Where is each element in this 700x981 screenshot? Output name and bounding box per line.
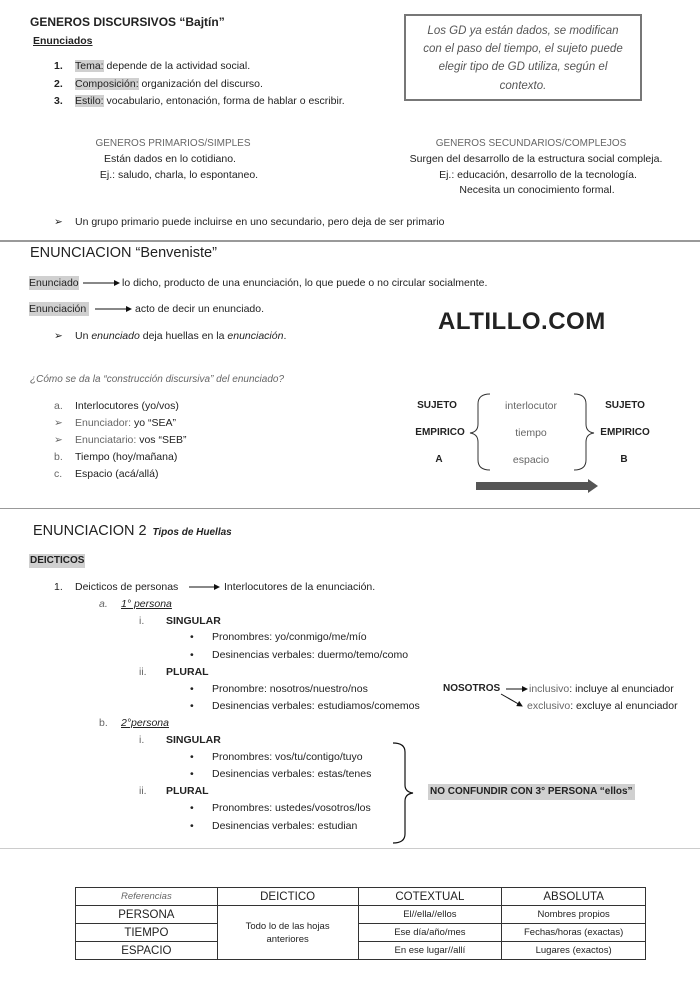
term-definition: depende de la actividad social.	[103, 60, 251, 72]
persona-brace	[393, 743, 413, 843]
term-tema: Tema:	[75, 60, 104, 72]
list-marker: ii.	[139, 666, 147, 678]
deicticos-personas: Deicticos de personas	[75, 581, 179, 593]
list-item: Pronombre: nosotros/nuestro/nos	[212, 683, 368, 695]
arrow-bullet-icon: ➢	[54, 216, 63, 228]
bullet-text: Un grupo primario puede incluirse en uno secundario, pero deja de ser primario	[75, 216, 445, 228]
primarios-heading: GENEROS PRIMARIOS/SIMPLES	[95, 138, 251, 149]
value: yo “SEA”	[133, 417, 176, 429]
term-enunciacion: Enunciación	[29, 302, 89, 316]
term-definition: organización del discurso.	[138, 78, 263, 90]
definition: : incluye al enunciador	[569, 683, 674, 695]
list-item: Desinencias verbales: duermo/temo/como	[212, 649, 409, 661]
enunciado-definition: lo dicho, producto de una enunciación, lo que puede o no circular socialmente.	[122, 277, 488, 289]
list-item: Desinencias verbales: estudiamos/comemos	[212, 700, 420, 712]
altillo-watermark: ALTILLO.COM	[438, 308, 606, 335]
section3-title: ENUNCIACION 2	[33, 523, 147, 539]
section-divider	[0, 848, 700, 849]
term: inclusivo	[529, 683, 570, 695]
warning-highlight: NO CONFUNDIR CON 3° PERSONA “ellos”	[428, 784, 635, 800]
singular-heading: SINGULAR	[166, 615, 221, 627]
cotextual-cell: En ese lugar//allí	[358, 942, 502, 960]
exclusivo-arrow	[501, 694, 522, 706]
arrow-bullet-icon: ➢	[54, 434, 63, 446]
term-definition: vocabulario, entonación, forma de hablar o escribir.	[103, 95, 345, 107]
nosotros-label: NOSOTROS	[443, 683, 501, 694]
direction-arrow-bar	[476, 482, 588, 490]
list-item: Desinencias verbales: estudian	[212, 820, 358, 832]
plural-heading: PLURAL	[166, 785, 209, 797]
note-line: elegir tipo de GD utiliza, según el	[438, 61, 608, 73]
bullet-text	[75, 329, 286, 343]
section1-title: GENEROS DISCURSIVOS “Bajtín”	[30, 15, 225, 29]
inclusivo-text	[529, 682, 674, 696]
primarios-line: Están dados en lo cotidiano.	[104, 153, 236, 165]
subject-b-label: SUJETO	[605, 400, 645, 411]
list-number: 2.	[54, 78, 63, 90]
list-item: Pronombres: yo/conmigo/me/mío	[212, 631, 367, 643]
bullet-icon: •	[190, 768, 194, 780]
cotextual-cell: Ese día/año/mes	[358, 924, 502, 942]
subject-b-label: EMPIRICO	[600, 427, 650, 438]
left-brace	[470, 394, 490, 470]
plural-heading: PLURAL	[166, 666, 209, 678]
term-composicion: Composición:	[75, 78, 139, 90]
right-brace	[574, 394, 594, 470]
ref-cell: ESPACIO	[76, 942, 218, 960]
primarios-line: Ej.: saludo, charla, lo espontaneo.	[99, 169, 259, 181]
diagram-middle: tiempo	[515, 427, 547, 439]
first-person-heading: 1° persona	[121, 598, 172, 610]
list-marker: i.	[139, 734, 145, 746]
arrow-bullet-icon: ➢	[54, 330, 63, 342]
bullet-icon: •	[190, 751, 194, 763]
secundarios-heading: GENEROS SECUNDARIOS/COMPLEJOS	[435, 138, 627, 149]
label: Enunciador:	[75, 417, 134, 429]
list-item: Desinencias verbales: estas/tenes	[212, 768, 372, 780]
list-item	[75, 416, 176, 430]
list-marker: a.	[54, 400, 63, 412]
deicticos-heading: DEICTICOS	[30, 555, 85, 566]
list-item	[75, 433, 186, 447]
list-item	[75, 59, 250, 73]
bullet-icon: •	[190, 700, 194, 712]
emphasis: enunciado	[91, 330, 140, 342]
table-row	[76, 906, 646, 924]
note-line: Los GD ya están dados, se modifican	[427, 25, 619, 37]
section2-title: ENUNCIACION “Benveniste”	[30, 245, 217, 261]
table-row	[76, 942, 646, 960]
list-marker: b.	[54, 451, 63, 463]
cotextual-cell: El//ella//ellos	[358, 906, 502, 924]
section3-subtitle: Tipos de Huellas	[152, 527, 232, 538]
value: vos “SEB”	[139, 434, 187, 446]
list-item: Pronombres: ustedes/vosotros/los	[212, 802, 371, 814]
label: Enunciatario:	[75, 434, 140, 446]
section-divider	[0, 508, 700, 509]
table-row	[76, 924, 646, 942]
list-item: Tiempo (hoy/mañana)	[75, 451, 178, 463]
text: deja huellas en la	[139, 330, 228, 342]
subject-a-label: A	[435, 454, 443, 465]
enunciacion-definition: acto de decir un enunciado.	[135, 303, 265, 315]
header-absoluta: ABSOLUTA	[502, 888, 646, 906]
list-marker: a.	[99, 598, 108, 610]
list-number: 3.	[54, 95, 63, 107]
deictico-cell: Todo lo de las hojas anteriores	[217, 906, 358, 960]
note-line: contexto.	[499, 80, 547, 92]
secundarios-line: Necesita un conocimiento formal.	[459, 184, 615, 196]
absoluta-cell: Lugares (exactos)	[502, 942, 646, 960]
table-header-row	[76, 888, 646, 906]
term: exclusivo	[527, 700, 571, 712]
list-marker: c.	[54, 468, 63, 480]
emphasis: enunciación	[227, 330, 284, 342]
header-referencias: Referencias	[76, 888, 218, 906]
text: .	[283, 330, 287, 342]
question: ¿Cómo se da la “construcción discursiva” del enunciado?	[30, 374, 285, 385]
bullet-icon: •	[190, 820, 194, 832]
list-item: Espacio (acá/allá)	[75, 468, 159, 480]
section1-subtitle: Enunciados	[33, 35, 93, 47]
definition: : excluye al enunciador	[570, 700, 678, 712]
term-estilo: Estilo:	[75, 95, 104, 107]
second-person-heading: 2°persona	[121, 717, 169, 729]
ref-cell: PERSONA	[76, 906, 218, 924]
secundarios-line: Surgen del desarrollo de la estructura social compleja.	[409, 153, 663, 165]
list-item	[75, 94, 345, 108]
term-enunciado: Enunciado	[29, 277, 79, 289]
direction-arrow-head	[588, 479, 598, 493]
bullet-icon: •	[190, 631, 194, 643]
list-item	[75, 77, 263, 91]
references-table	[75, 887, 646, 960]
note-line: con el paso del tiempo, el sujeto puede	[423, 43, 623, 55]
list-item: Pronombres: vos/tu/contigo/tuyo	[212, 751, 363, 763]
bullet-icon: •	[190, 683, 194, 695]
section3-title-row	[33, 522, 232, 542]
subject-a-label: EMPIRICO	[415, 427, 465, 438]
text: Un	[75, 330, 92, 342]
note-box	[404, 14, 642, 101]
secundarios-line: Ej.: educación, desarrollo de la tecnología.	[439, 169, 637, 181]
bullet-icon: •	[190, 649, 194, 661]
header-cotextual: COTEXTUAL	[358, 888, 502, 906]
list-item: Interlocutores (yo/vos)	[75, 400, 179, 412]
arrow-bullet-icon: ➢	[54, 417, 63, 429]
subject-b-label: B	[620, 454, 628, 465]
absoluta-cell: Fechas/horas (exactas)	[502, 924, 646, 942]
singular-heading: SINGULAR	[166, 734, 221, 746]
list-marker: b.	[99, 717, 108, 729]
list-number: 1.	[54, 581, 63, 593]
list-marker: i.	[139, 615, 145, 627]
deicticos-definition: Interlocutores de la enunciación.	[224, 581, 376, 593]
diagram-middle: espacio	[512, 454, 550, 466]
list-marker: ii.	[139, 785, 147, 797]
absoluta-cell: Nombres propios	[502, 906, 646, 924]
diagram-middle: interlocutor	[505, 400, 557, 412]
header-deictico: DEICTICO	[217, 888, 358, 906]
list-number: 1.	[54, 60, 63, 72]
exclusivo-text	[527, 699, 678, 713]
subject-a-label: SUJETO	[417, 400, 457, 411]
ref-cell: TIEMPO	[76, 924, 218, 942]
section-divider	[0, 240, 700, 242]
bullet-icon: •	[190, 802, 194, 814]
